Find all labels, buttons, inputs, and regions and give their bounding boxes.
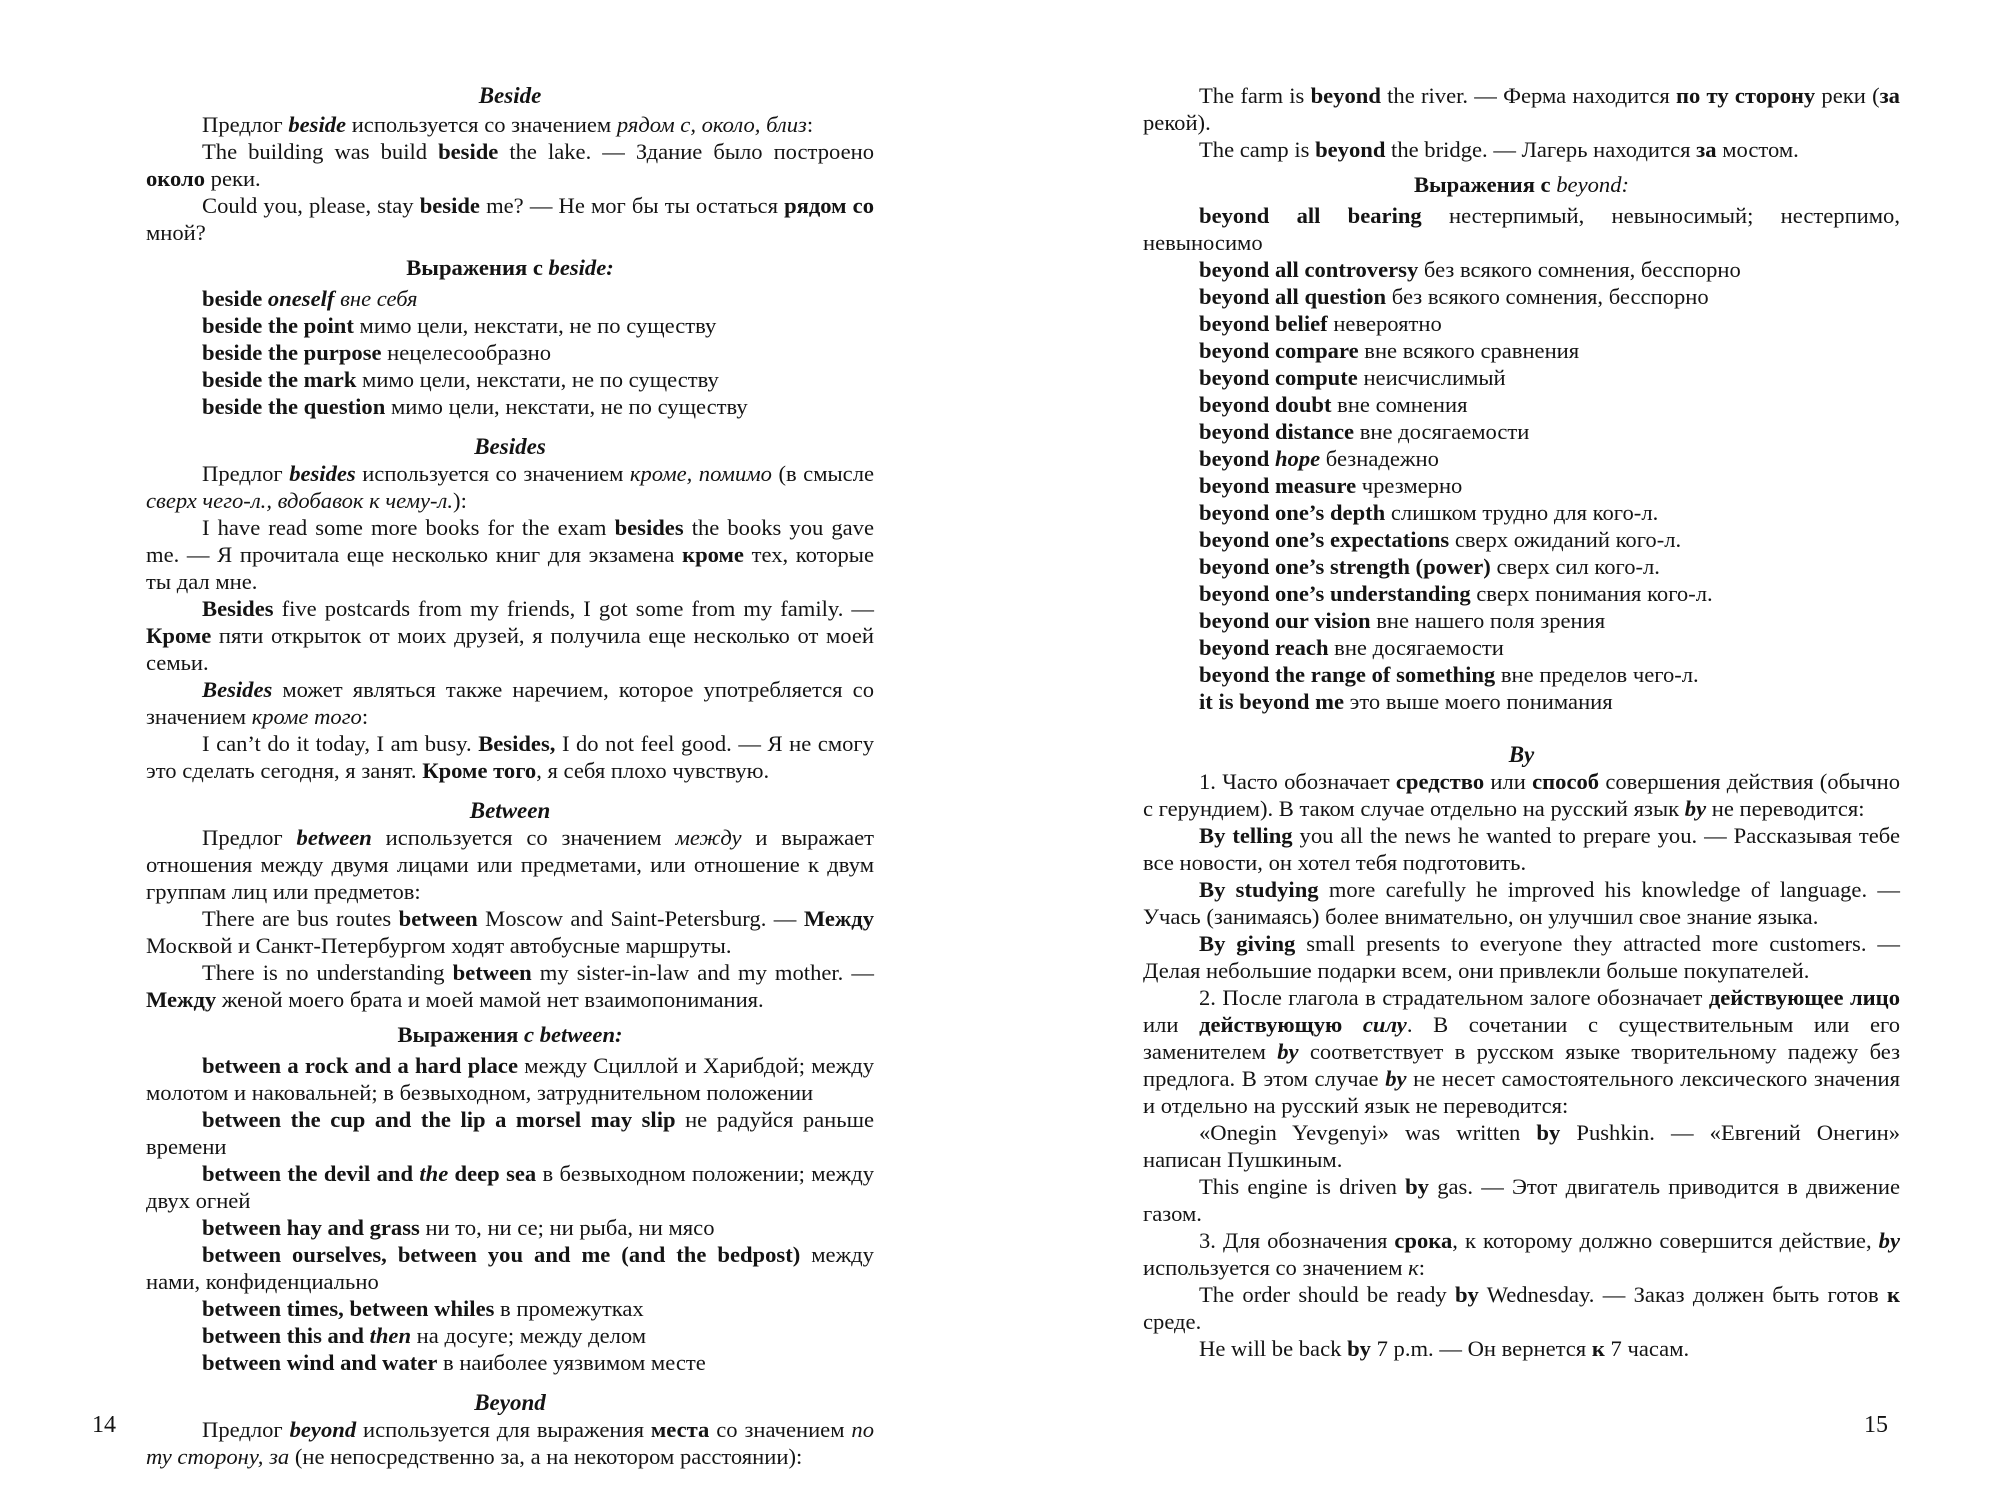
expression-line: beyond one’s strength (power) сверх сил кого-л. <box>1199 554 1660 579</box>
expression-line: beyond hope безнадежно <box>1199 446 1439 471</box>
spacer <box>146 784 874 797</box>
section-heading: Beyond <box>474 1390 546 1415</box>
paragraph: Could you, please, stay beside me? — Не мог бы ты остаться рядом со мной? <box>146 193 874 245</box>
paragraph: «Onegin Yevgenyi» was written by Pushkin. — «Евгений Онегин» написан Пушкиным. <box>1143 1120 1900 1172</box>
paragraph: I can’t do it today, I am busy. Besides, I do not feel good. — Я не смогу это сделать сегодня, я занят. Кроме того, я себя плохо чувствую. <box>146 731 874 783</box>
paragraph: The order should be ready by Wednesday. — Заказ должен быть готов к среде. <box>1143 1282 1900 1334</box>
expression-line: beyond measure чрезмерно <box>1199 473 1463 498</box>
paragraph: Предлог besides используется со значением кроме, помимо (в смысле сверх чего-л., вдобавок к чему-л.): <box>146 461 874 513</box>
expression-line: beside the question мимо цели, некстати, не по существу <box>202 394 748 419</box>
paragraph: between this and then на досуге; между делом <box>202 1323 647 1348</box>
paragraph: beyond all bearing нестерпимый, невыносимый; нестерпимо, невыносимо <box>1143 203 1900 255</box>
expressions-heading: Выражения с beyond: <box>1413 172 1630 197</box>
expression-line: beyond one’s expectations сверх ожиданий кого-л. <box>1199 527 1682 552</box>
expression-line: beyond all question без всякого сомнения, бесспорно <box>1199 284 1709 309</box>
spacer <box>146 420 874 433</box>
paragraph: The building was build beside the lake. — Здание было построено около реки. <box>146 139 874 191</box>
paragraph: Предлог beside используется со значением рядом с, около, близ: <box>202 112 814 137</box>
page-number-right: 15 <box>1864 1412 1888 1438</box>
paragraph: 3. Для обозначения срока, к которому должно совершится действие, by используется со значением к: <box>1143 1228 1900 1280</box>
expressions-heading: Выражения с between: <box>397 1022 623 1047</box>
expressions-heading: Выражения с beside: <box>406 255 614 280</box>
paragraph: By studying more carefully he improved his knowledge of language. — Учась (занимаясь) более внимательно, он улучшил свое знание языка. <box>1143 877 1900 929</box>
paragraph: Besides может являться также наречием, которое употребляется со значением кроме того: <box>146 677 874 729</box>
expression-line: beyond doubt вне сомнения <box>1199 392 1468 417</box>
expression-line: beyond compare вне всякого сравнения <box>1199 338 1580 363</box>
expression-line: beyond the range of something вне пределов чего-л. <box>1199 662 1699 687</box>
section-heading: By <box>1508 742 1535 767</box>
expression-line: beyond one’s depth слишком трудно для кого-л. <box>1199 500 1659 525</box>
expression-line: beyond distance вне досягаемости <box>1199 419 1530 444</box>
paragraph: between hay and grass ни то, ни се; ни рыба, ни мясо <box>202 1215 715 1240</box>
paragraph: 1. Часто обозначает средство или способ совершения действия (обычно с герундием). В таком случае отдельно на русский язык by не переводится: <box>1143 769 1900 821</box>
paragraph: The camp is beyond the bridge. — Лагерь находится за мостом. <box>1199 137 1799 162</box>
left-page <box>146 82 874 1470</box>
spacer <box>1143 715 1900 728</box>
page-number-left: 14 <box>92 1412 116 1438</box>
expression-line: beside oneself вне себя <box>202 286 418 311</box>
spacer <box>146 1376 874 1389</box>
paragraph: There is no understanding between my sister-in-law and my mother. — Между женой моего брата и моей мамой нет взаимопонимания. <box>146 960 874 1012</box>
paragraph: The farm is beyond the river. — Ферма находится по ту сторону реки (за рекой). <box>1143 83 1900 135</box>
expression-line: beyond one’s understanding сверх понимания кого-л. <box>1199 581 1713 606</box>
expression-line: beyond our vision вне нашего поля зрения <box>1199 608 1606 633</box>
paragraph: between the devil and the deep sea в безвыходном положении; между двух огней <box>146 1161 875 1213</box>
paragraph: This engine is driven by gas. — Этот двигатель приводится в движение газом. <box>1143 1174 1900 1226</box>
paragraph: There are bus routes between Moscow and Saint-Petersburg. — Между Москвой и Санкт-Петербургом ходят автобусные маршруты. <box>146 906 874 958</box>
paragraph: By telling you all the news he wanted to prepare you. — Рассказывая тебе все новости, он хотел тебя подготовить. <box>1143 823 1900 875</box>
expression-line: beside the point мимо цели, некстати, не по существу <box>202 313 717 338</box>
expression-line: beyond reach вне досягаемости <box>1199 635 1504 660</box>
section-heading: Between <box>469 798 551 823</box>
right-page <box>1143 82 1900 1362</box>
paragraph: Besides five postcards from my friends, I got some from my family. — Кроме пяти открыток от моих друзей, я получила еще несколько от моей семьи. <box>146 596 874 675</box>
spacer <box>1143 728 1900 741</box>
expression-line: beyond belief невероятно <box>1199 311 1442 336</box>
paragraph: between times, between whiles в промежутках <box>202 1296 644 1321</box>
paragraph: He will be back by 7 p.m. — Он вернется к 7 часам. <box>1199 1336 1690 1361</box>
expression-line: beside the mark мимо цели, некстати, не по существу <box>202 367 719 392</box>
expression-line: beyond all controversy без всякого сомнения, бесспорно <box>1199 257 1741 282</box>
paragraph: between a rock and a hard place между Сциллой и Харибдой; между молотом и наковальней; в безвыходном, затруднительном положении <box>146 1053 874 1105</box>
paragraph: Предлог beyond используется для выражения места со значением по ту сторону, за (не непосредственно за, а на некотором расстоянии): <box>146 1417 875 1469</box>
paragraph: between the cup and the lip a morsel may slip не радуйся раньше времени <box>146 1107 874 1159</box>
paragraph: between wind and water в наиболее уязвимом месте <box>202 1350 706 1375</box>
expression-line: it is beyond me это выше моего понимания <box>1199 689 1613 714</box>
section-heading: Beside <box>478 83 542 108</box>
paragraph: 2. После глагола в страдательном залоге обозначает действующее лицо или действующую силу. В сочетании с существительным или его заменителем by соответствует в русском языке творительному падежу без предлога. В этом случае by не несет самостоятельного лексического значения и отдельно на русский язык не переводится: <box>1143 985 1900 1118</box>
expression-line: beyond compute неисчислимый <box>1199 365 1506 390</box>
paragraph: I have read some more books for the exam besides the books you gave me. — Я прочитала еще несколько книг для экзамена кроме тех, которые ты дал мне. <box>146 515 875 594</box>
section-heading: Besides <box>474 434 546 459</box>
paragraph: By giving small presents to everyone they attracted more customers. — Делая небольшие подарки всем, они привлекли больше покупателей. <box>1143 931 1900 983</box>
paragraph: Предлог between используется со значением между и выражает отношения между двумя лицами или предметами, или отношение к двум группам лиц или предметов: <box>146 825 875 904</box>
expression-line: beside the purpose нецелесообразно <box>202 340 552 365</box>
paragraph: between ourselves, between you and me (and the bedpost) между нами, конфиденциально <box>146 1242 874 1294</box>
